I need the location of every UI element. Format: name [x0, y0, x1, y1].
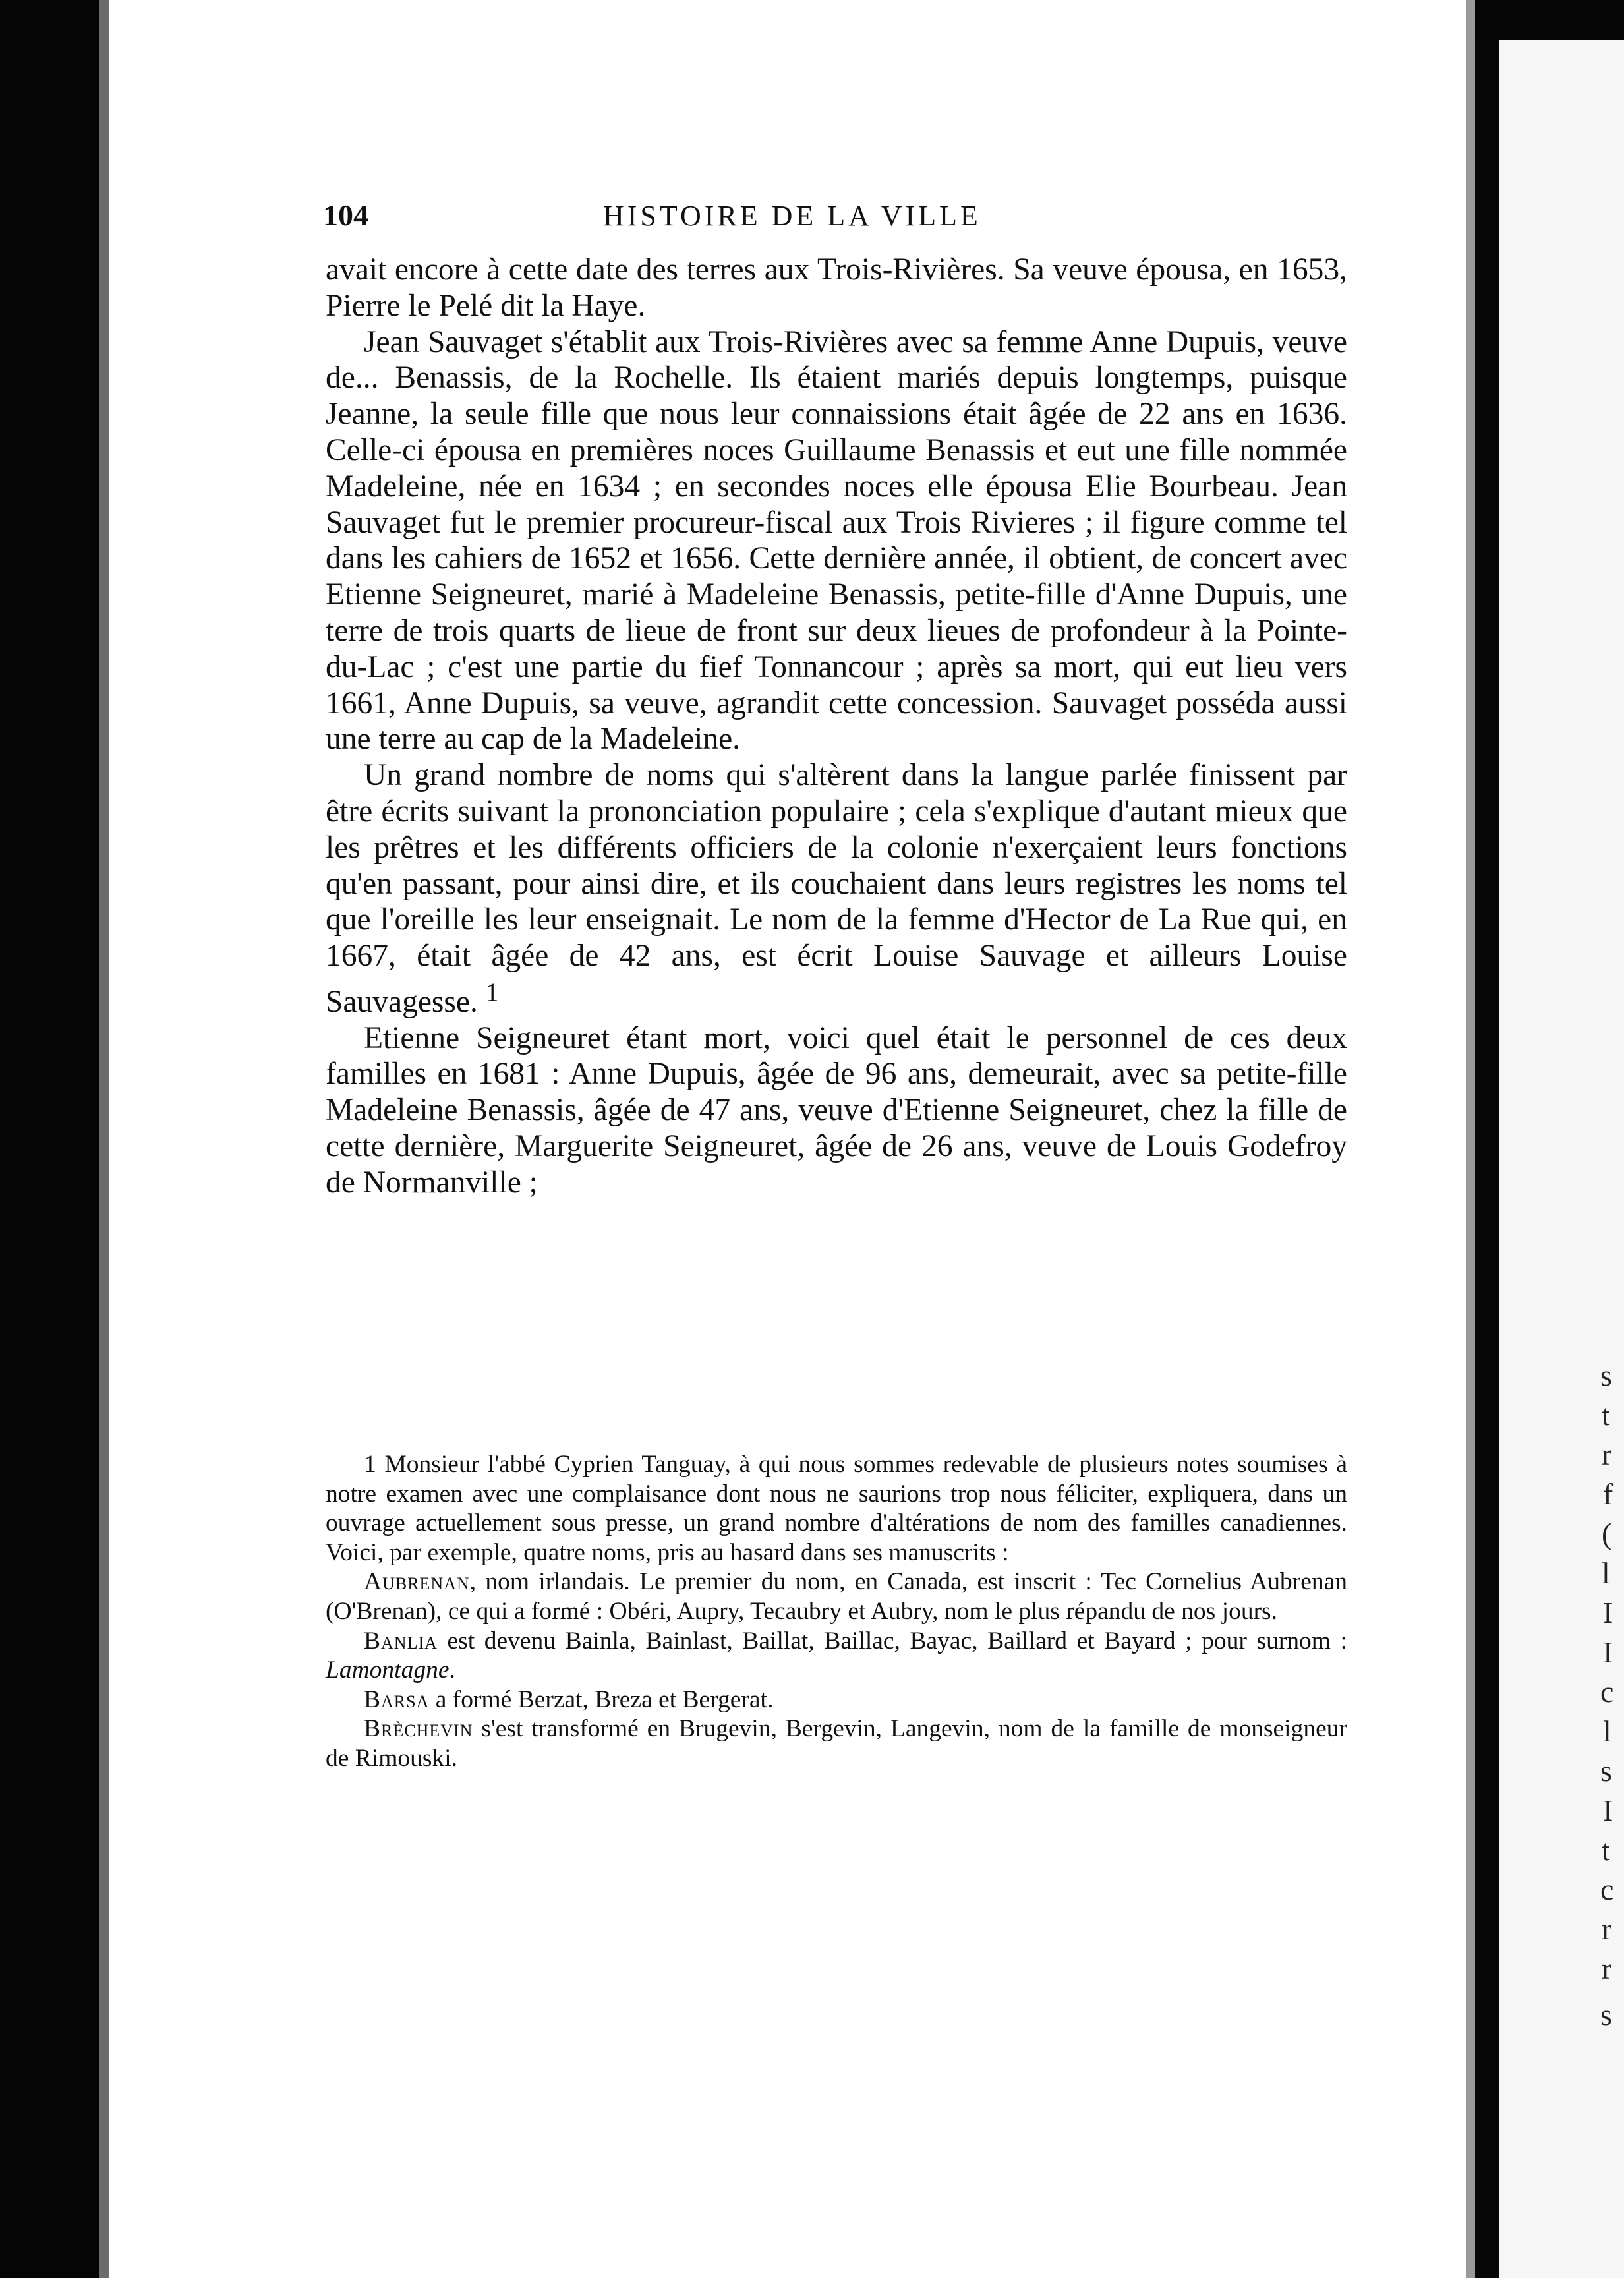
- scan-top-right-border: [1475, 0, 1624, 40]
- fragment-glyph: I: [1603, 1794, 1613, 1827]
- fragment-glyph: (: [1602, 1517, 1612, 1550]
- page-number: 104: [323, 198, 368, 232]
- entry-name: Barsa: [364, 1685, 430, 1713]
- scan-right-page-edge: [1466, 0, 1475, 2278]
- paragraph-text: avait encore à cette date des terres aux Trois-Rivières. Sa veuve épousa, en 1653, Pierre le Pelé dit la Haye.: [326, 252, 1347, 323]
- paragraph-text: Jean Sauvaget s'établit aux Trois-Rivières avec sa femme Anne Dupuis, veuve de... Benassis, de la Rochelle. Ils étaient mariés depuis longtemps, puisque Jeanne, la seule fille que nous leur connaissions était âgée de 22 ans en 1636. Celle-ci épousa en premières noces Guillaume Benassis et eut une fille nommée Madeleine, née en 1634 ; en secondes noces elle épousa Elie Bourbeau. Jean Sauvaget fut le premier procureur-fiscal aux Trois Rivieres ; il figure comme tel dans les cahiers de 1652 et 1656. Cette dernière année, il obtient, de concert avec Etienne Seigneuret, marié à Madeleine Benassis, petite-fille d'Anne Dupuis, une terre de trois quarts de lieue de front sur deux lieues de profondeur à la Pointe-du-Lac ; c'est une partie du fief Tonnancour ; après sa mort, qui eut lieu vers 1661, Anne Dupuis, sa veuve, agrandit cette concession. Sauvaget posséda aussi une terre au cap de la Madeleine.: [326, 324, 1347, 757]
- entry-text: est devenu Bainla, Bainlast, Baillat, Baillac, Bayac, Baillard et Bayard ; pour surnom :: [437, 1627, 1347, 1654]
- running-title: HISTOIRE DE LA VILLE: [603, 200, 981, 232]
- paragraph: [326, 1020, 1347, 1201]
- paragraph-text: Etienne Seigneuret étant mort, voici quel était le personnel de ces deux familles en 1681 : Anne Dupuis, âgée de 96 ans, demeurait, avec sa petite-fille Madeleine Benassis, âgée de 47 ans, veuve d'Etienne Seigneuret, chez la fille de cette dernière, Marguerite Seigneuret, âgée de 26 ans, veuve de Louis Godefroy de Normanville ;: [326, 1020, 1347, 1200]
- fragment-glyph: s: [1600, 1754, 1612, 1788]
- entry-name: Aubrenan: [364, 1568, 470, 1596]
- entry-text: , nom irlandais. Le premier du nom, en Canada, est inscrit : Tec Cornelius Aubrenan (O'Brenan), ce qui a formé : Obéri, Aupry, Tecaubry et Aubry, nom le plus répandu de nos jours.: [326, 1568, 1347, 1625]
- fragment-glyph: f: [1603, 1477, 1613, 1511]
- scan-left-border: [0, 0, 99, 2278]
- paragraph-text: Un grand nombre de noms qui s'altèrent dans la langue parlée finissent par être écrits suivant la prononciation populaire ; cela s'explique d'autant mieux que les prêtres et les différents officiers de la colonie n'exerçaient leurs fonctions qu'en passant, pour ainsi dire, et ils couchaient dans leurs registres les noms tel que l'oreille les leur enseignait. Le nom de la femme d'Hector de La Rue qui, en 1667, était âgée de 42 ans, est écrit Louise Sauvage et ailleurs Louise Sauvagesse.: [326, 758, 1347, 1019]
- entry-text: a formé Berzat, Breza et Bergerat.: [429, 1685, 774, 1713]
- footnote-entry: [326, 1685, 1347, 1715]
- paragraph: [326, 324, 1347, 758]
- paragraph: [326, 252, 1347, 324]
- footnote-entry: [326, 1714, 1347, 1773]
- page-header: [323, 198, 1358, 237]
- scan-left-page-edge: [99, 0, 109, 2278]
- fragment-glyph: t: [1602, 1833, 1610, 1867]
- fragment-glyph: r: [1602, 1438, 1612, 1471]
- entry-name: Banlia: [364, 1627, 438, 1654]
- fragment-glyph: c: [1600, 1675, 1614, 1708]
- fragment-glyph: s: [1600, 1358, 1612, 1392]
- fragment-glyph: c: [1600, 1873, 1614, 1906]
- footnotes: [326, 1450, 1347, 1774]
- fragment-glyph: t: [1602, 1398, 1610, 1432]
- fragment-glyph: r: [1602, 1952, 1612, 1985]
- footnote-intro: 1 Monsieur l'abbé Cyprien Tanguay, à qui nous sommes redevable de plusieurs notes soumises à notre examen avec une complaisance dont nous ne saurions trop nous féliciter, expliquera, dans un ouvrage actuellement sous presse, un grand nombre d'altérations de nom des familles canadiennes. Voici, par exemple, quatre noms, pris au hasard dans ses manuscrits :: [326, 1451, 1347, 1566]
- entry-text: s'est transformé en Brugevin, Bergevin, Langevin, nom de la famille de monseigneur de Rimouski.: [326, 1715, 1347, 1772]
- paragraph: [326, 757, 1347, 1020]
- footnote-entry: [326, 1567, 1347, 1626]
- body-text: [326, 252, 1347, 1201]
- fragment-glyph: I: [1603, 1635, 1613, 1669]
- scan-gutter: [1475, 0, 1499, 2278]
- footnote-reference: 1: [485, 977, 499, 1007]
- fragment-glyph: l: [1602, 1556, 1610, 1590]
- footnote-entry: [326, 1627, 1347, 1685]
- entry-italic: Lamontagne: [326, 1656, 450, 1684]
- fragment-glyph: I: [1603, 1596, 1613, 1629]
- entry-name: Brèchevin: [364, 1715, 473, 1743]
- entry-after: .: [449, 1656, 455, 1684]
- fragment-glyph: r: [1602, 1912, 1612, 1946]
- fragment-glyph: s: [1600, 1998, 1612, 2031]
- fragment-glyph: l: [1603, 1714, 1611, 1748]
